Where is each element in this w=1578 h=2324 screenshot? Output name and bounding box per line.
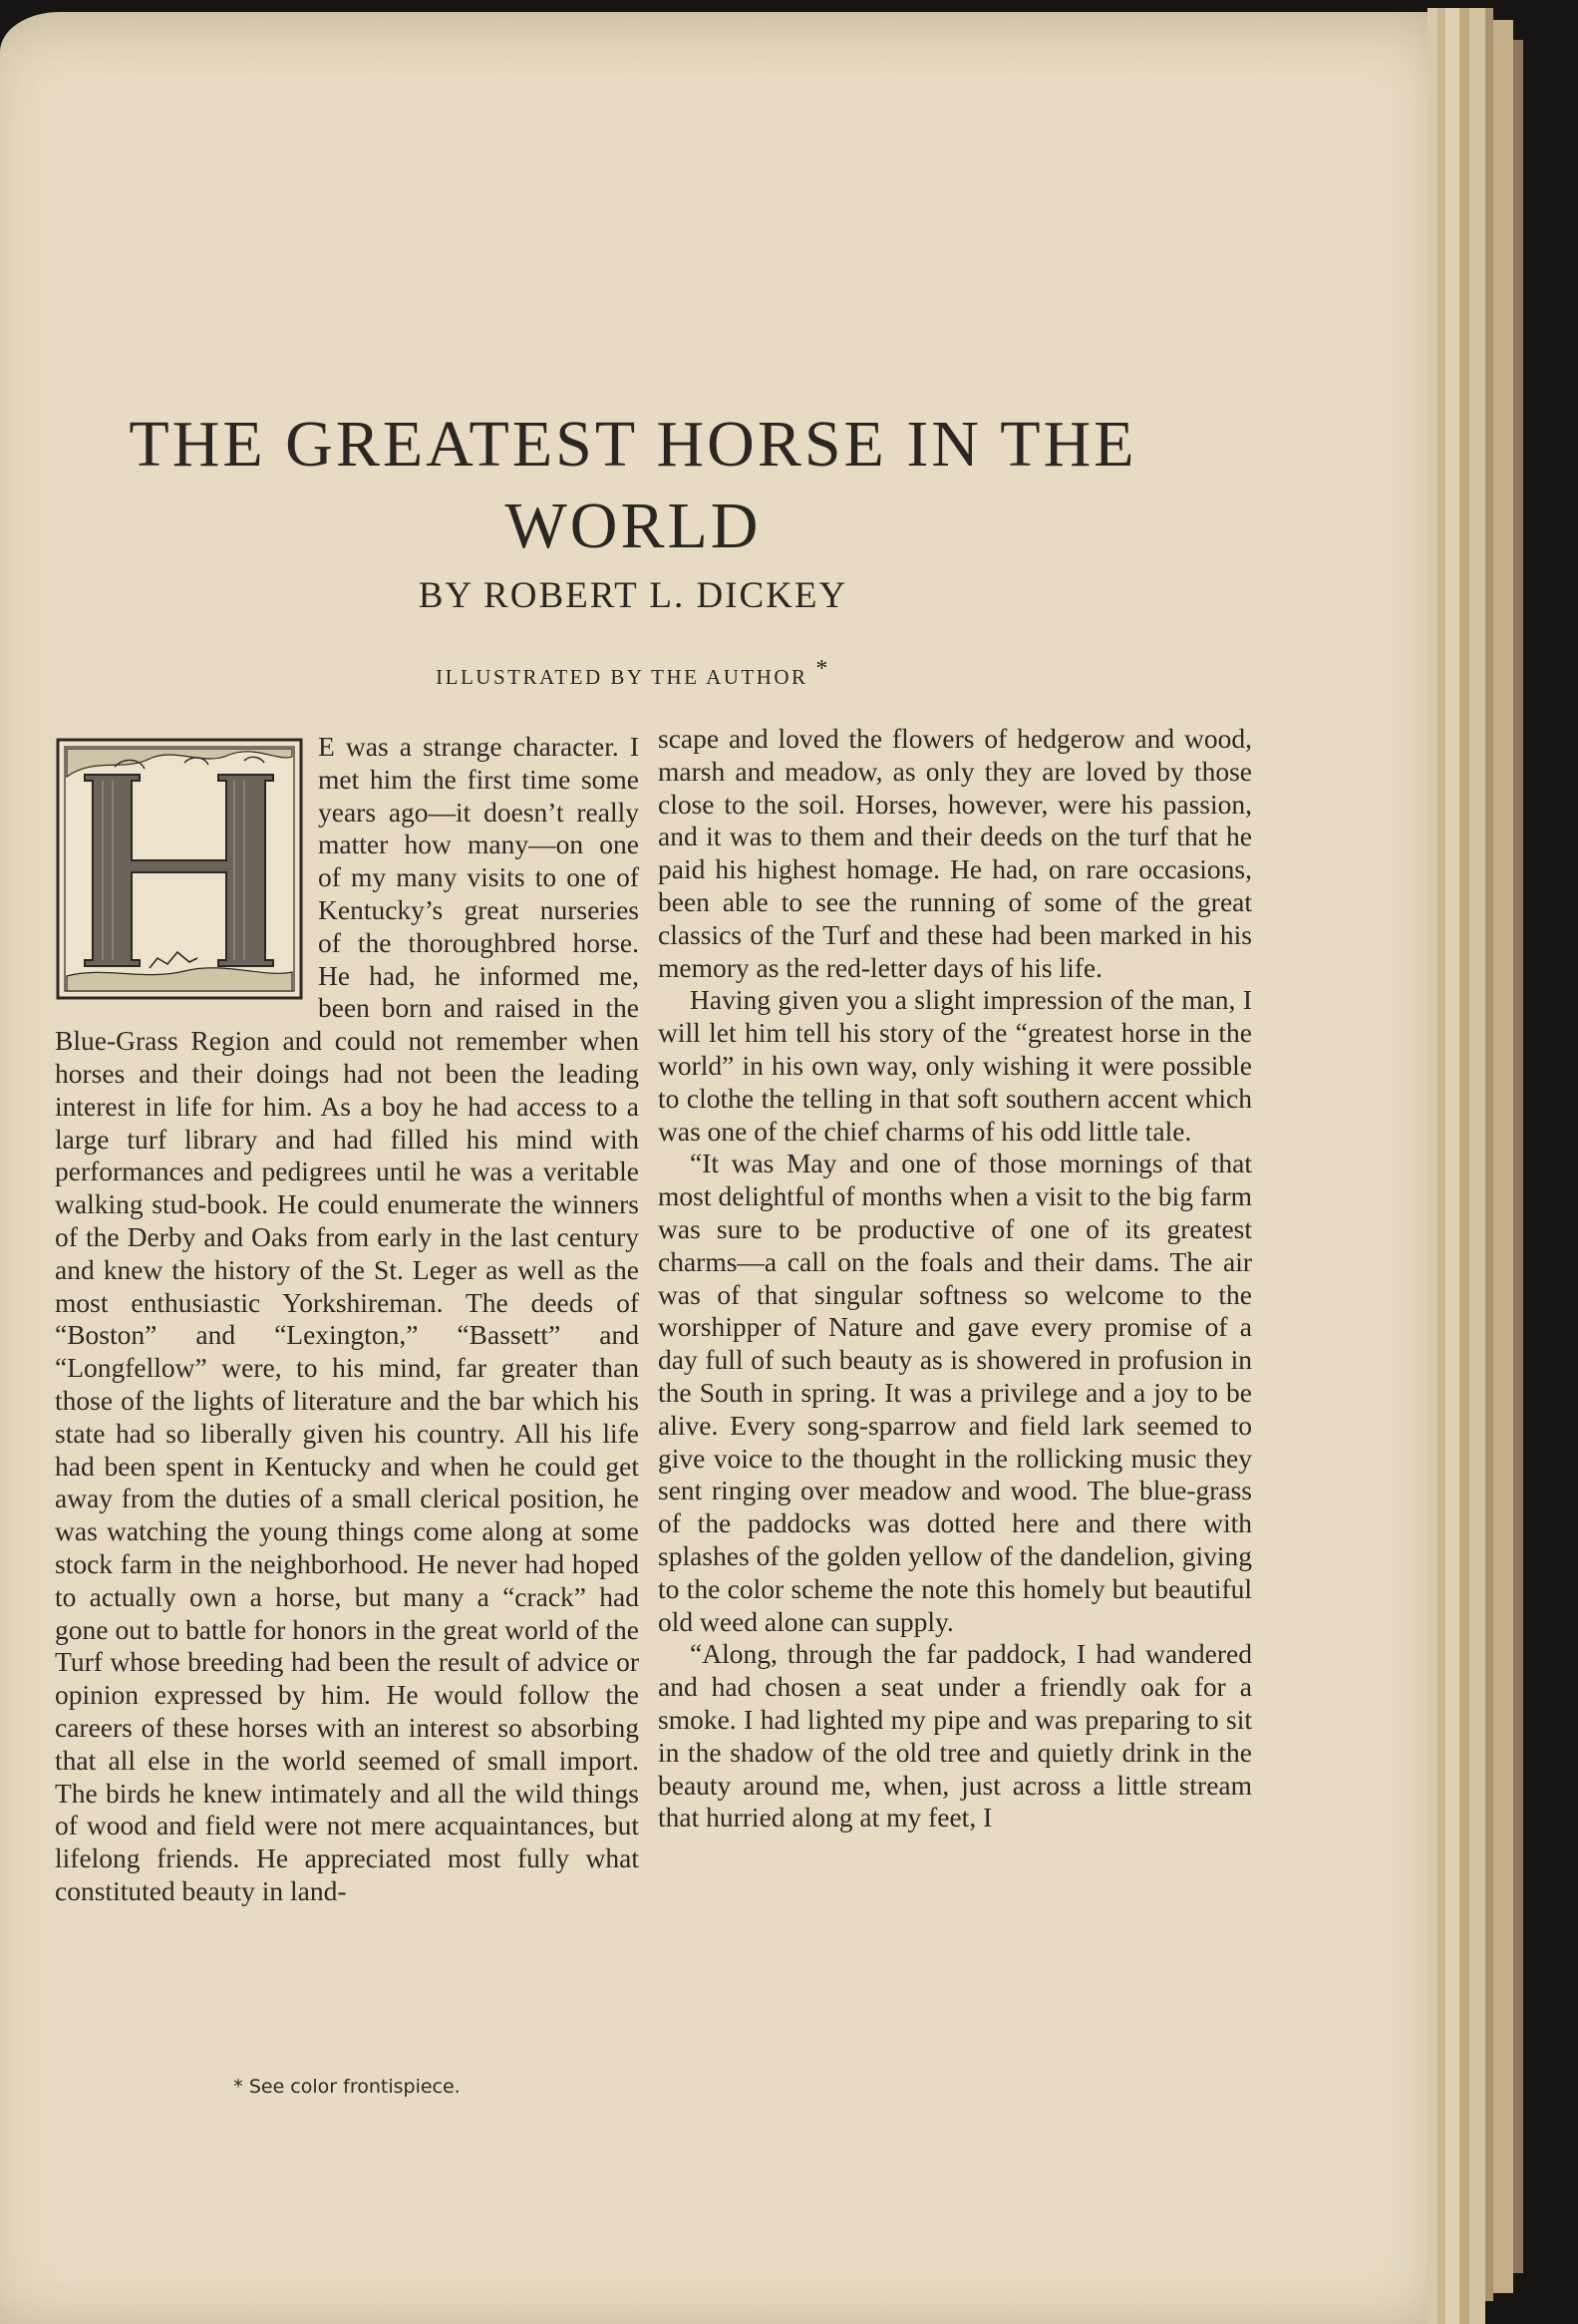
illustration-credit-text: ILLUSTRATED BY THE AUTHOR (436, 665, 808, 689)
article-title: THE GREATEST HORSE IN THE WORLD (129, 408, 1137, 562)
page-edge (1493, 20, 1513, 2293)
footnote: * See color frontispiece. (233, 2076, 461, 2098)
paragraph: Having given you a slight impression of the man, I will let him tell his story of the “greatest horse in the world” in his own way, only wishing it were possible to clothe the telling in that soft southern accent which was one of the chief charms of his odd little tale. (658, 984, 1252, 1147)
page-edge (1437, 8, 1445, 2324)
page-edge (1459, 8, 1469, 2324)
page-edge (1427, 8, 1437, 2324)
drop-cap-illustration (55, 737, 304, 1001)
illustration-credit (60, 656, 1206, 690)
author-byline: BY ROBERT L. DICKEY (418, 575, 848, 616)
left-column (55, 731, 639, 1908)
paragraph: “It was May and one of those mornings of that most delightful of months when a visit to the big farm was sure to be productive of one of its greatest charms—a call on the foals and their dams. The air was of that singular softness so welcome to the worshipper of Nature and gave every promise of a day full of such beauty as is showered in profusion in the South in spring. It was a privilege and a joy to be alive. Every song-sparrow and field lark seemed to give voice to the thought in the rollicking music they sent ringing over meadow and wood. The blue-grass of the paddocks was dotted here and there with splashes of the golden yellow of the dandelion, giving to the color scheme the note this homely but beautiful old weed alone can supply. (658, 1148, 1252, 1637)
paragraph: “Along, through the far paddock, I had wandered and had chosen a seat under a friendly oak for a smoke. I had lighted my pipe and was preparing to sit in the shadow of the old tree and quietly drink in the beauty around me, when, just across a little stream that hurried along at my feet, I (658, 1638, 1252, 1833)
right-column (658, 723, 1252, 1834)
page-edge (1445, 8, 1459, 2324)
left-column-text: E was a strange character. I met him the first time some years ago—it doesn’t really matter how many—on one of my many visits to one of Kentucky’s great nurseries of the thoroughbred horse. He had, he informed me, been born and raised in the Blue-Grass Region and could not remember when horses and their doings had not been the leading interest in life for him. As a boy he had access to a large turf library and had filled his mind with performances and pedigrees until he was a veritable walking stud-book. He could enumerate the winners of the Derby and Oaks from early in the last century and knew the history of the St. Leger as well as the most enthusiastic Yorkshireman. The deeds of “Boston” and “Lexington,” “Bassett” and “Longfellow” were, to his mind, far greater than those of the lights of literature and the bar which his state had so liberally given his country. All his life had been spent in Kentucky and when he could get away from the duties of a small clerical position, he was watching the young things come along at some stock farm in the neighborhood. He never had hoped to actually own a horse, but many a “crack” had gone out to battle for honors in the great world of the Turf whose breeding had been the result of advice or opinion expressed by him. He would follow the careers of these horses with an interest so absorbing that all else in the world seemed of small import. The birds he knew intimately and all the wild things of wood and field were not mere acquaintances, but lifelong friends. He appreciated most fully what constituted beauty in land- (55, 731, 639, 1906)
page-edge (1469, 8, 1485, 2324)
page-edge (1513, 40, 1523, 2273)
footnote-marker: * (815, 656, 830, 682)
page-edge (1485, 8, 1493, 2301)
paragraph: scape and loved the flowers of hedgerow and wood, marsh and meadow, as only they are loved by those close to the soil. Horses, however, were his passion, and it was to them and their deeds on the turf that he paid his highest homage. He had, on rare occasions, been able to see the running of some of the great classics of the Turf and these had been marked in his memory as the red-letter days of his life. (658, 723, 1252, 983)
